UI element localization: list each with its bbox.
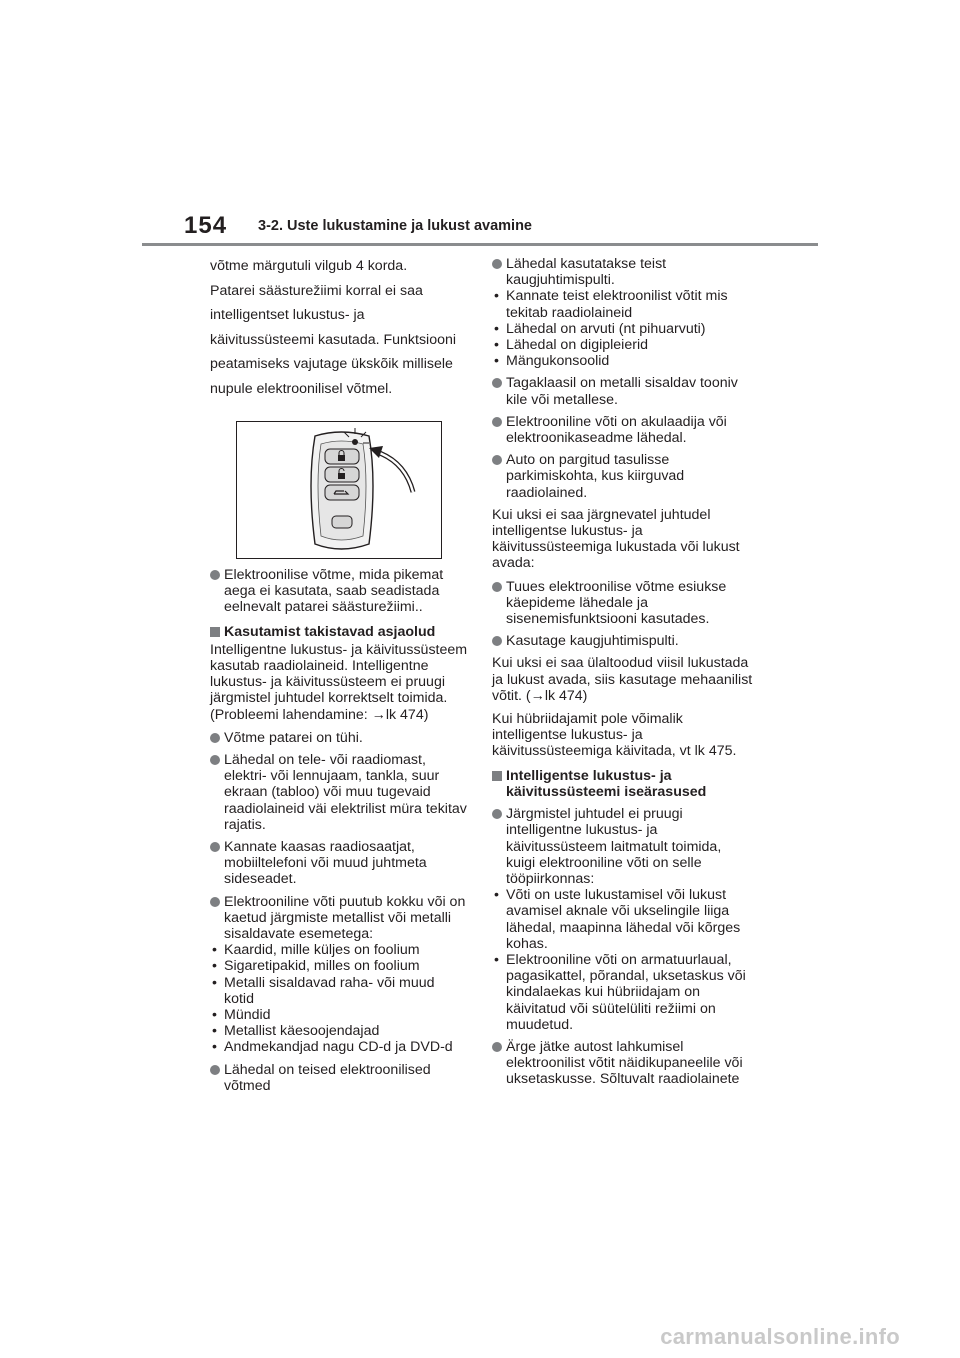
- subheading-obstacles: Kasutamist takistavad asjaolud: [210, 624, 468, 640]
- remote-items-list: [492, 288, 754, 369]
- list-item: • Elektrooniline võti on armatuurlaual, pagasikattel, põrandal, uksetaskus või kindalaekas kui hübriidajam on käivitatud või süütelüliti režiimi on muudetud.: [494, 951, 746, 1033]
- circle-bullet-icon: [492, 455, 502, 465]
- intro-text: [210, 254, 468, 401]
- circle-bullet-icon: [210, 733, 220, 743]
- paragraph: Kui hübriidajamit pole võimalik intelligentse lukustus- ja käivitussüsteemiga käivitada, vt lk 475.: [492, 711, 737, 760]
- metal-items-list: [210, 942, 468, 1055]
- feature-items-list: [492, 887, 754, 1033]
- circle-bullet-icon: [492, 378, 502, 388]
- paragraph: Kui uksi ei saa järgnevatel juhtudel intelligentse lukustus- ja käivitussüsteemiga lukustada või lukust avada:: [492, 506, 740, 572]
- list-item: • Metallist käesoojendajad: [212, 1023, 380, 1040]
- bullet-item: Ärge jätke autost lahkumisel elektroonilist võtit näidikupaneelile või uksetaskusse. Sõltuvalt raadiolainete: [492, 1039, 754, 1088]
- circle-bullet-icon: [210, 1065, 220, 1075]
- intro-line: nupule elektroonilisel võtmel.: [210, 380, 393, 397]
- list-item: • Mängukonsoolid: [494, 353, 610, 370]
- bullet-item: Tagaklaasil on metalli sisaldav tooniv kile või metallese.: [492, 375, 754, 407]
- bullet-item: Võtme patarei on tühi.: [210, 730, 468, 746]
- obstacles-paragraph: Intelligentne lukustus- ja käivitussüsteem kasutab raadiolaineid. Intelligentne lukustus- ja käivitussüsteem ei pruugi järgmistel juhtudel korrektselt toimida. (Probleemi lahendamine: →lk 474): [210, 641, 468, 723]
- bullet-item: Tuues elektroonilise võtme esiukse käepideme lähedale ja sisenemisfunktsiooni kasutades.: [492, 579, 754, 628]
- intro-line: peatamiseks vajutage ükskõik millisele: [210, 356, 453, 372]
- electronic-key-illustration-icon: [237, 422, 441, 558]
- bullet-item: Kannate kaasas raadiosaatjat, mobiiltelefoni või muud juhtmeta sideseadet.: [210, 839, 468, 888]
- intro-line: Patarei säästurežiimi korral ei saa: [210, 282, 423, 299]
- watermark: carmanualsonline.info: [660, 1324, 900, 1349]
- intro-line: võtme märgutuli vilgub 4 korda.: [210, 258, 408, 274]
- circle-bullet-icon: [492, 809, 502, 819]
- bullet-item: Elektrooniline võti puutub kokku või on kaetud järgmiste metallist või metalli sisaldavate esemetega:: [210, 894, 468, 943]
- list-item: • Võti on uste lukustamisel või lukust avamisel aknale või ukselingile liiga lähedal, maapinna lähedal või kõrges kohas.: [494, 887, 741, 952]
- circle-bullet-icon: [492, 259, 502, 269]
- list-item: • Sigaretipakid, milles on foolium: [212, 958, 420, 975]
- bullet-item: Auto on pargitud tasulisse parkimiskohta, kus kiirguvad raadiolained.: [492, 452, 754, 501]
- intro-line: intelligentset lukustus- ja: [210, 307, 365, 323]
- list-item: • Lähedal on arvuti (nt pihuarvuti): [494, 320, 706, 337]
- intro-line: käivitussüsteemi kasutada. Funktsiooni: [210, 331, 457, 348]
- circle-bullet-icon: [210, 842, 220, 852]
- bullet-item: Lähedal kasutatakse teist kaugjuhtimispulti.: [492, 256, 754, 288]
- bullet-item: Lähedal on teised elektroonilised võtmed: [210, 1062, 468, 1094]
- bullet-item: Elektroonilise võtme, mida pikemat aega ei kasutata, saab seadistada eelnevalt patarei säästurežiimi..: [210, 567, 468, 616]
- square-heading-icon: [210, 627, 220, 637]
- bullet-item: Lähedal on tele- või raadiomast, elektri- või lennujaam, tankla, suur ekraan (tabloo) või muu tugevaid raadiolaineid väi elektrilist müra tekitav rajatis.: [210, 752, 468, 833]
- circle-bullet-icon: [492, 1042, 502, 1052]
- circle-bullet-icon: [210, 755, 220, 765]
- bullet-item: Elektrooniline võti on akulaadija või elektroonikaseadme lähedal.: [492, 414, 754, 446]
- paragraph: Kui uksi ei saa ülaltoodud viisil lukustada ja lukust avada, siis kasutage mehaanilist võtit. (→lk 474): [492, 655, 753, 704]
- circle-bullet-icon: [492, 636, 502, 646]
- left-column: [210, 256, 468, 1100]
- electronic-key-figure: [236, 421, 442, 559]
- circle-bullet-icon: [492, 417, 502, 427]
- right-column: [492, 256, 754, 1094]
- circle-bullet-icon: [492, 582, 502, 592]
- list-item: • Lähedal on digipleierid: [494, 337, 648, 354]
- list-item: • Andmekandjad nagu CD-d ja DVD-d: [212, 1039, 453, 1056]
- section-title: 3-2. Uste lukustamine ja lukust avamine: [258, 218, 532, 234]
- circle-bullet-icon: [210, 897, 220, 907]
- circle-bullet-icon: [210, 570, 220, 580]
- list-item: • Kannate teist elektroonilist võtit mis tekitab raadiolaineid: [494, 288, 728, 321]
- bullet-item: Kasutage kaugjuhtimispulti.: [492, 633, 754, 649]
- list-item: • Metalli sisaldavad raha- või muud kotid: [212, 974, 435, 1007]
- square-heading-icon: [492, 771, 502, 781]
- list-item: • Kaardid, mille küljes on foolium: [212, 942, 420, 959]
- page-number: 154: [184, 212, 228, 239]
- bullet-item: Järgmistel juhtudel ei pruugi intelligentne lukustus- ja käivitussüsteem laitmatult toimida, kuigi elektrooniline võti on selle tööpiirkonnas:: [492, 806, 754, 887]
- header-rule: [142, 243, 818, 246]
- subheading-features: Intelligentse lukustus- ja käivitussüsteemi iseärasused: [492, 768, 754, 800]
- page-header: [0, 0, 960, 250]
- list-item: • Mündid: [212, 1007, 271, 1024]
